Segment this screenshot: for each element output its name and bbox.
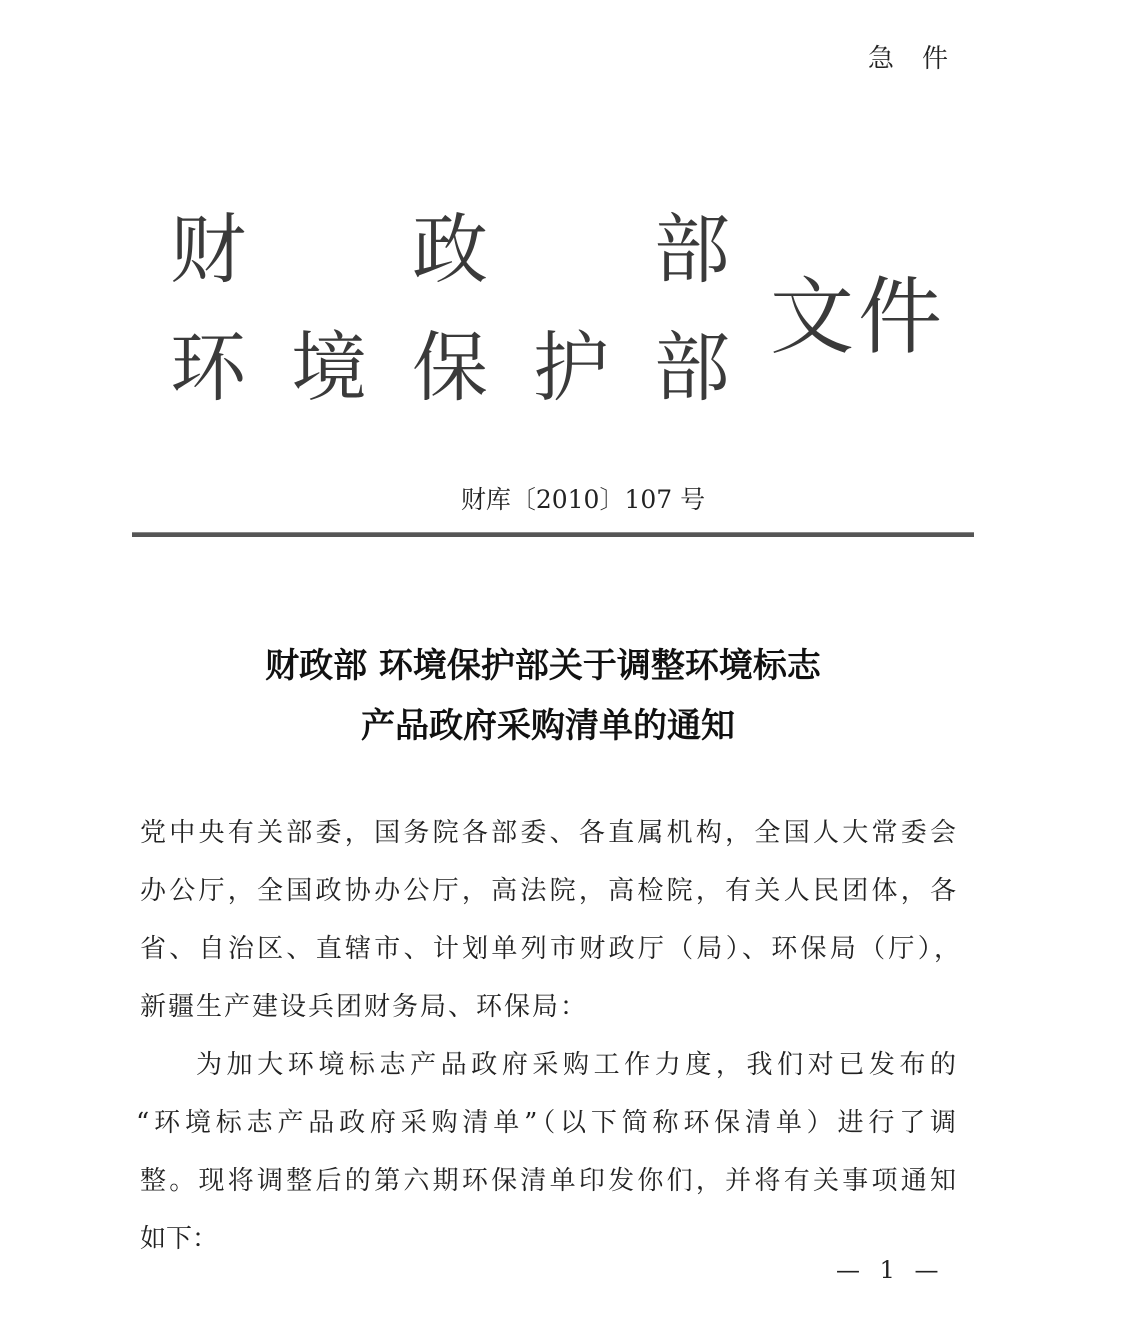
issuer-char: 保 — [412, 323, 488, 412]
body-line: 为加大环境标志产品政府采购工作力度，我们对已发布的 — [196, 1050, 956, 1080]
document-title-line-1: 财政部 环境保护部关于调整环境标志 — [265, 646, 821, 686]
document-number: 财库〔2010〕107 号 — [460, 485, 706, 514]
header-separator — [132, 532, 974, 537]
issuer-char: 护 — [533, 323, 609, 412]
issuer-char: 境 — [291, 323, 367, 412]
body-line: 新疆生产建设兵团财务局、环保局： — [140, 992, 589, 1022]
page-number: — 1 — — [836, 1256, 945, 1284]
issuer-ministry-of-finance — [170, 205, 730, 294]
body-line: “环境标志产品政府采购清单”（以下简称环保清单）进行了调 — [136, 1108, 956, 1138]
issuer-ministry-of-environmental-protection — [170, 323, 730, 412]
issuer-char: 政 — [412, 205, 488, 294]
body-line: 整。现将调整后的第六期环保清单印发你们，并将有关事项通知 — [140, 1166, 956, 1196]
issuer-char: 财 — [170, 205, 246, 294]
document-body — [136, 812, 960, 1254]
document-title-line-2: 产品政府采购清单的通知 — [361, 706, 735, 746]
body-line: 省、自治区、直辖市、计划单列市财政厅（局）、环保局（厅）， — [140, 934, 960, 964]
issuer-char: 部 — [654, 205, 730, 294]
issuer-char: 部 — [654, 323, 730, 412]
body-line: 办公厅，全国政协办公厅，高法院，高检院，有关人民团体，各 — [140, 876, 956, 906]
issuer-char: 环 — [170, 323, 246, 412]
body-line: 如下： — [140, 1224, 219, 1254]
urgency-mark: 急件 — [868, 44, 977, 74]
body-line: 党中央有关部委，国务院各部委、各直属机构，全国人大常委会 — [140, 818, 956, 848]
document-type-label: 文件 — [770, 268, 947, 366]
